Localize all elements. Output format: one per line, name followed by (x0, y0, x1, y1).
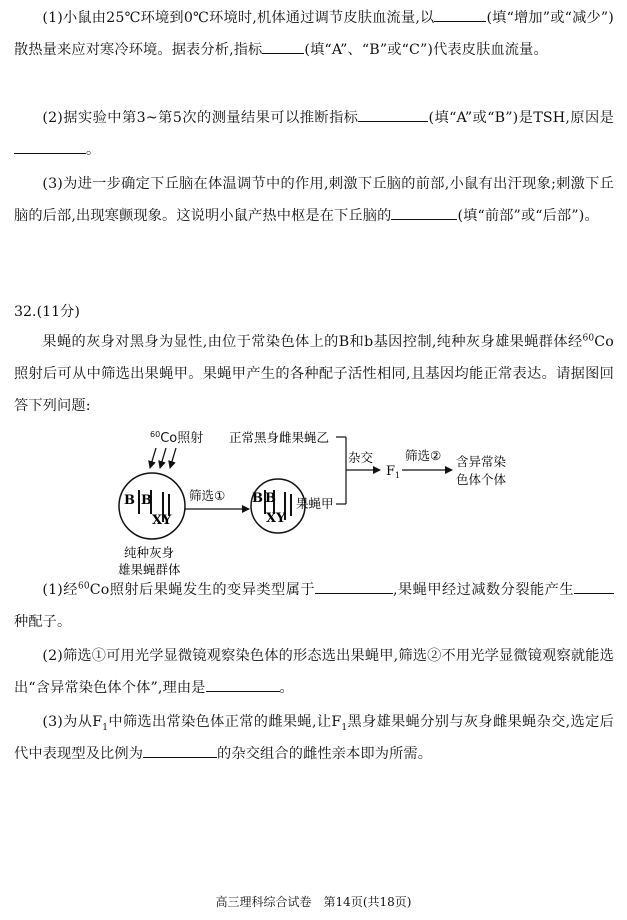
q31-part2: (2)据实验中第3~第5次的测量结果可以推断指标 (填“A”或“B”)是TSH,原因是。 (14, 102, 614, 166)
answer-blank[interactable] (315, 578, 393, 594)
f1-label: $F_1$ (386, 464, 401, 480)
fly-jia-label: 果蝇甲 (296, 496, 334, 511)
result-line2: 色体个体 (456, 472, 507, 487)
answer-blank[interactable] (262, 38, 304, 54)
q32-part1: (1)经$^{60}$Co照射后果蝇发生的变异类型属于 ,果蝇甲经过减数分裂能产生种配子。 (14, 574, 614, 638)
page-footer: 高三理科综合试卷 第14页(共18页) (215, 895, 412, 909)
answer-blank[interactable] (358, 106, 428, 122)
q32-heading: 32.(11分) (14, 304, 80, 320)
genetics-diagram (0, 420, 627, 580)
radiation-arrows-icon (150, 448, 176, 468)
screen1-label: 筛选① (189, 488, 226, 503)
allele-b-right-2: B (265, 491, 276, 506)
allele-b-right: B (252, 491, 263, 506)
population-label-line1: 纯种灰身 (124, 545, 175, 560)
allele-b-left: B (124, 493, 135, 508)
q32-intro: 果蝇的灰身对黑身为显性,由位于常染色体上的B和b基因控制,纯种灰身雄果蝇群体经$^{60}$Co照射后可从中筛选出果蝇甲。果蝇甲产生的各种配子活性相同,且基因均能正常表达。请据图回答下列问题: (14, 333, 614, 414)
q31-part3: (3)为进一步确定下丘脑在体温调节中的作用,刺激下丘脑的前部,小鼠有出汗现象;刺激下丘脑的后部,出现寒颤现象。这说明小鼠产热中枢是在下丘脑的 (填“前部”或“后部”)。 (14, 176, 614, 224)
answer-blank[interactable] (14, 138, 86, 154)
population-label-line2: 雄果蝇群体 (118, 562, 181, 577)
sex-chromosomes-right: XY (266, 511, 286, 526)
result-line1: 含异常染 (456, 454, 507, 469)
answer-blank[interactable] (434, 6, 486, 22)
sex-chromosomes-left: XY (152, 513, 172, 528)
fly-yi-label: 正常黑身雌果蝇乙 (229, 430, 330, 445)
answer-blank[interactable] (391, 204, 457, 220)
screen2-label: 筛选② (405, 448, 442, 463)
answer-blank[interactable] (206, 676, 280, 692)
q31-part1: (1)小鼠由25℃环境到0℃环境时,机体通过调节皮肤血流量,以 (填“增加”或“减少”)散热量来应对寒冷环境。据表分析,指标 (填“A”、“B”或“C”)代表皮肤血流量。 (14, 2, 614, 66)
irradiation-label: $^{60}$Co照射 (150, 430, 204, 446)
q32-part3: (3)为从$F_1$中筛选出常染色体正常的雌果蝇,让$F_1$黑身雄果蝇分别与灰身雌果蝇杂交,选定后代中表现型及比例为 的杂交组合的雌性亲本即为所需。 (14, 714, 614, 762)
q32-part2: (2)筛选①可用光学显微镜观察染色体的形态选出果蝇甲,筛选②不用光学显微镜观察就能选出“含异常染色体个体”,理由是 。 (14, 648, 614, 696)
cross-label: 杂交 (348, 450, 374, 465)
answer-blank[interactable] (574, 578, 614, 594)
cross-bracket (336, 437, 380, 504)
answer-blank[interactable] (143, 742, 217, 758)
allele-b-left-2: B (141, 493, 152, 508)
